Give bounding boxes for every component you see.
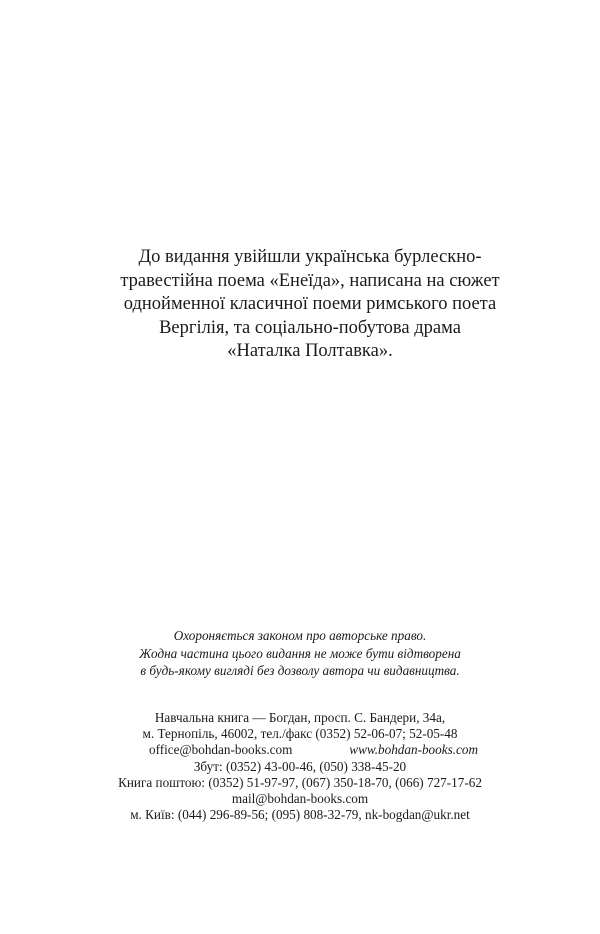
kyiv-contacts: м. Київ: (044) 296-89-56; (095) 808-32-79, nk-bogdan@ukr.net	[130, 807, 470, 822]
publisher-address-line: Навчальна книга — Богдан, просп. С. Бандери, 34а,	[154, 710, 446, 725]
publisher-contacts	[100, 742, 500, 758]
annotation-line: «Наталка Полтавка».	[227, 341, 393, 361]
annotation-line: До видання увійшли українська бурлескно-	[138, 247, 482, 267]
sales-phones: Збут: (0352) 43-00-46, (050) 338-45-20	[193, 759, 407, 774]
copyright-line: Жодна частина цього видання не може бути відтворена	[139, 645, 461, 661]
annotation-line: однойменної класичної поеми римського поета	[123, 294, 497, 314]
copyright-line: Охороняється законом про авторське право.	[173, 628, 427, 643]
copyright-line: в будь-якому вигляді без дозволу автора чи видавництва.	[140, 663, 460, 678]
publisher-phone-line: м. Тернопіль, 46002, тел./факс (0352) 52-06-07; 52-05-48	[142, 726, 458, 741]
mail-order-email-link[interactable]: mail@bohdan-books.com	[231, 791, 369, 806]
publisher-email-link[interactable]: office@bohdan-books.com	[149, 742, 293, 757]
book-annotation	[120, 246, 500, 364]
mail-order-phones: Книга поштою: (0352) 51-97-97, (067) 350-18-70, (066) 727-17-62	[118, 775, 482, 790]
annotation-line: Вергілія, та соціально-побутова драма	[159, 317, 461, 338]
sales-contacts	[100, 759, 500, 823]
publisher-website-link[interactable]: www.bohdan-books.com	[349, 742, 478, 757]
publisher-imprint	[100, 710, 500, 758]
copyright-notice	[90, 627, 510, 680]
annotation-line: травестійна поема «Енеїда», написана на сюжет	[120, 270, 500, 291]
